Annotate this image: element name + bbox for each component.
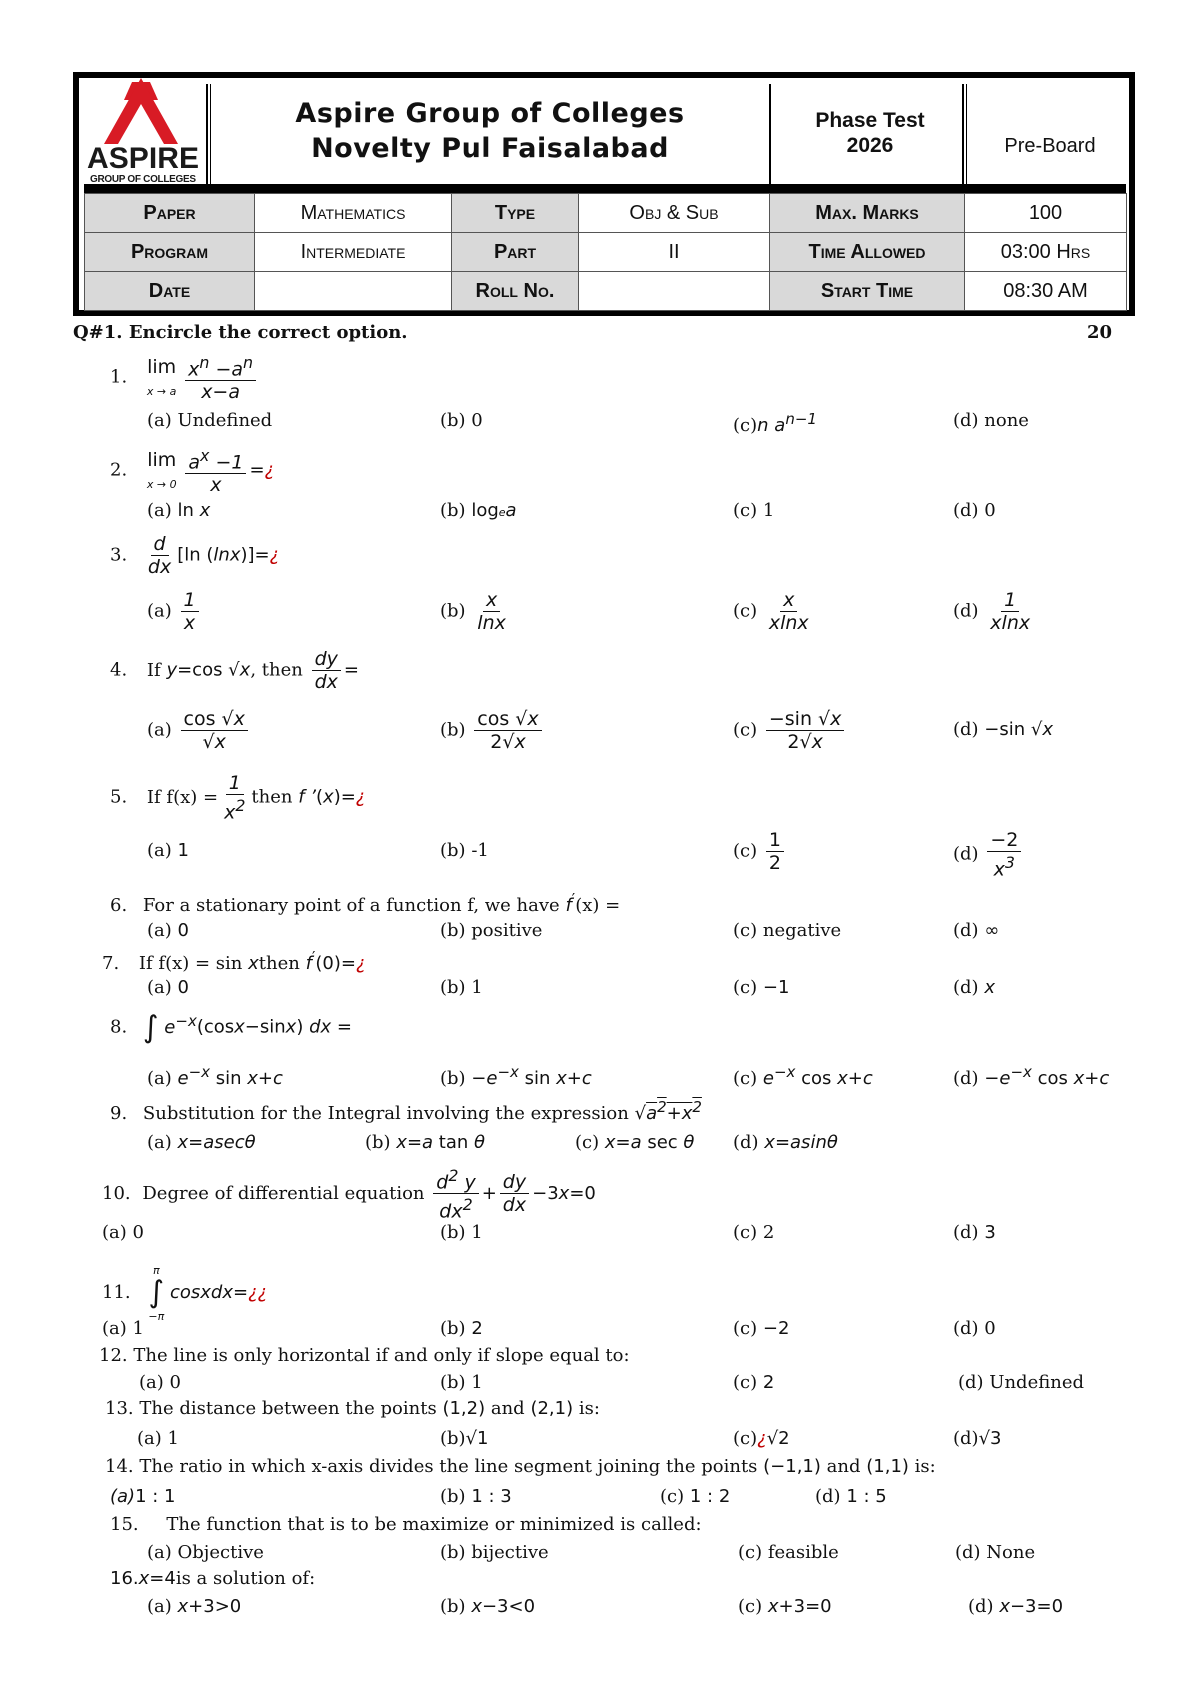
question-text: If f(x) = sin [138, 953, 243, 974]
q4-option-d[interactable]: (d) −sin √x [953, 719, 1054, 740]
q13-option-c[interactable]: (c)¿√2 [733, 1428, 790, 1449]
option-label: (c) [733, 415, 758, 436]
question-text: If f(x) = [146, 786, 219, 808]
option-label: (c) [660, 1486, 685, 1507]
question-text: The function that is to be maximize or minimized is called: [166, 1514, 702, 1535]
question-10: 10. Degree of differential equation $\frac{d^2 y}{dx^2}$ + $\frac{dy}{dx}$ −3x=0 [102, 1166, 596, 1223]
part-label: Part [452, 233, 579, 272]
max-marks-value: 100 [965, 194, 1127, 233]
q8-option-a[interactable]: (a) $e^{-x}$ sin x+c [147, 1063, 283, 1089]
option-label: (b) [440, 1486, 466, 1507]
question-number: 16. [110, 1568, 139, 1589]
q14-option-b[interactable] [440, 1486, 512, 1507]
roll-no-field[interactable] [579, 272, 770, 311]
option-label: (b) [440, 500, 466, 521]
q7-option-a[interactable] [147, 977, 189, 998]
program-label: Program [85, 233, 255, 272]
option-label: (a) [147, 500, 172, 521]
logo-subtext: GROUP OF COLLEGES [90, 174, 196, 184]
q16-option-c[interactable]: (c) x+3=0 [738, 1596, 832, 1617]
q8-option-b[interactable]: $(b) -e^{-x}$ sin x+c [440, 1063, 592, 1089]
question-text: is a solution of: [175, 1568, 316, 1589]
option-label: (d) [953, 977, 979, 998]
question-text: is: [914, 1456, 936, 1477]
table-row [85, 272, 1127, 311]
q15-option-b[interactable]: (b) bijective [440, 1542, 549, 1563]
question-text: The distance between the points [139, 1398, 437, 1419]
campus-name: Novelty Pul Faisalabad [311, 133, 669, 164]
test-name [775, 108, 965, 158]
date-field[interactable] [255, 272, 452, 311]
question-text: Degree of differential equation [142, 1182, 425, 1204]
paper-label: Paper [85, 194, 255, 233]
q14-option-a[interactable] [110, 1486, 176, 1507]
q9-option-b[interactable]: (b) x=a tan θ [365, 1132, 486, 1153]
option-value: -1 [471, 840, 489, 861]
table-row [85, 233, 1127, 272]
q13-option-b[interactable]: (b)√1 [440, 1428, 489, 1449]
question-text: and [826, 1456, 861, 1477]
option-label: (a) [147, 1596, 172, 1617]
question-13 [105, 1398, 600, 1419]
question-number: 3. [110, 544, 128, 566]
question-text: then [258, 953, 300, 974]
test-year: 2026 [846, 134, 894, 157]
q15-option-a[interactable]: (a) Objective [147, 1542, 264, 1563]
option-value: 1 : 2 [689, 1486, 731, 1507]
question-number: 15. [110, 1514, 139, 1535]
paper-info-table [84, 193, 1127, 311]
option-label: (b) [440, 1428, 466, 1449]
question-number: 6. [110, 895, 128, 916]
option-label: (a) [110, 1486, 136, 1507]
question-16: 16.x=4is a solution of: [110, 1568, 316, 1589]
point: (1,1) [866, 1456, 909, 1477]
q1-option-b[interactable]: (b) 0 [440, 410, 483, 431]
point: (−1,1) [763, 1456, 821, 1477]
question-5: 5. If f(x) = $\frac{1}{x^2}$ then f ’(x)=¿ [110, 772, 366, 824]
program-value: Intermediate [255, 233, 452, 272]
fraction: $\frac{a^x -1}{x}$ [185, 445, 246, 496]
option-label: (d) [968, 1596, 994, 1617]
q3-option-d[interactable]: (d) $\frac{1}{xlnx}$ [953, 589, 1031, 634]
logo-text: ASPIRE [87, 142, 199, 175]
q4-option-a[interactable]: (a) $\frac{\cos √x}{√x}$ [147, 708, 251, 753]
q6-option-c[interactable]: (c) negative [733, 920, 842, 941]
q2-option-d[interactable]: (d) 0 [953, 500, 996, 521]
option-label: (c) [733, 1428, 758, 1449]
q14-option-c[interactable] [660, 1486, 730, 1507]
q1-option-a[interactable]: (a) Undefined [147, 410, 273, 431]
option-label: (b) [440, 840, 466, 861]
question-text: then [251, 786, 293, 808]
max-marks-label: Max. Marks [770, 194, 965, 233]
fraction: $\frac{d}{dx}$ [147, 533, 172, 578]
q7-option-d[interactable]: (d) x [953, 977, 995, 998]
question-number: 8. [110, 1016, 128, 1038]
option-label: (c) [733, 1372, 758, 1393]
q2-option-b[interactable]: (b) logea [440, 500, 517, 521]
question-number: 5. [110, 786, 128, 808]
option-label: (a) [147, 977, 172, 998]
start-time-value: 08:30 AM [965, 272, 1127, 311]
option-label: (d) [815, 1486, 841, 1507]
option-label: (c) [738, 1596, 763, 1617]
header-divider [210, 84, 211, 184]
question-number: 1. [110, 366, 128, 388]
question-number: 4. [110, 659, 128, 681]
type-label: Type [452, 194, 579, 233]
header-divider [966, 84, 967, 184]
option-value: 0 [177, 977, 189, 998]
q8-option-d[interactable]: $(d) -e^{-x}$ cos x+c [953, 1063, 1110, 1089]
point: (2,1) [530, 1398, 574, 1419]
option-label: (b) [440, 1318, 466, 1339]
option-label: (c) [733, 1318, 758, 1339]
header-divider [769, 84, 771, 184]
q10-option-a[interactable]: (a) 0 [102, 1222, 144, 1243]
q10-option-b[interactable]: (b) 1 [440, 1222, 483, 1243]
question-number: 12. [99, 1345, 128, 1366]
q1-option-d[interactable]: (d) none [953, 410, 1029, 431]
q16-option-d[interactable]: (d) x−3=0 [968, 1596, 1064, 1617]
q16-option-b[interactable]: (b) x−3<0 [440, 1596, 536, 1617]
option-value: 0 [177, 920, 189, 941]
question-3: 3. $\frac{d}{dx}$ [ln (lnx)]=¿ [110, 533, 280, 578]
section-heading: Q#1. Encircle the correct option. [73, 322, 408, 343]
time-allowed-label: Time Allowed [770, 233, 965, 272]
q9-option-c[interactable]: (c) x=a sec θ [575, 1132, 695, 1153]
q5-option-c[interactable]: (c) $\frac{1}{2}$ [733, 829, 787, 874]
question-number: 7. [102, 953, 120, 974]
question-15 [110, 1514, 702, 1535]
option-value: 2 [762, 1372, 775, 1393]
q3-option-a[interactable]: (a) $\frac{1}{x}$ [147, 589, 202, 634]
option-value: 1 [177, 840, 189, 861]
option-value: 2 [471, 1318, 483, 1339]
q8-option-c[interactable]: (c) $e^{-x}$ cos x+c [733, 1063, 873, 1089]
question-4: 4. If y=cos √x, then $\frac{dy}{dx}$ = [110, 648, 359, 693]
option-label: (d) [953, 1428, 979, 1449]
q5-option-d[interactable]: (d) $\frac{-2}{x^3}$ [953, 829, 1024, 880]
question-7: 7. If f(x) = sin xthen f′(0)=¿ [102, 948, 366, 974]
question-1 [110, 352, 259, 403]
q13-option-d[interactable]: (d)√3 [953, 1428, 1002, 1449]
q9-option-a[interactable]: (a) x=asecθ [147, 1132, 256, 1153]
college-name: Aspire Group of Colleges [295, 98, 685, 129]
question-6: 6. For a stationary point of a function f, we have f′(x) = [110, 890, 621, 916]
option-label: (a) [147, 840, 172, 861]
q11-option-d[interactable]: (d) 0 [953, 1318, 996, 1339]
q7-option-c[interactable] [733, 977, 789, 998]
q5-option-a[interactable] [147, 840, 189, 861]
question-number: 14. [105, 1456, 134, 1477]
table-row [85, 194, 1127, 233]
question-text: The ratio in which x-axis divides the line segment joining the points [139, 1456, 758, 1477]
question-11: 11. π ∫ −π cosxdx=¿¿ [102, 1264, 268, 1323]
q15-option-d[interactable]: (d) None [955, 1542, 1036, 1563]
question-number: 9. [110, 1103, 128, 1124]
option-value: −1 [762, 977, 790, 998]
option-label: (d) [953, 920, 979, 941]
option-value: 1 : 3 [471, 1486, 512, 1507]
question-text: is: [578, 1398, 600, 1419]
point: (1,2) [442, 1398, 486, 1419]
option-label: (a) [147, 920, 172, 941]
q3-option-c[interactable]: (c) $\frac{x}{xlnx}$ [733, 589, 809, 634]
option-value: 3 [984, 1222, 996, 1243]
q12-option-d[interactable]: (d) Undefined [958, 1372, 1084, 1393]
question-text: Substitution for the Integral involving the expression [142, 1103, 629, 1124]
start-time-label: Start Time [770, 272, 965, 311]
option-value: 1 : 1 [135, 1486, 176, 1507]
q4-option-b[interactable]: (b) $\frac{\cos √x}{2√x}$ [440, 708, 545, 753]
question-number: 13. [105, 1398, 134, 1419]
question-number: 10. [102, 1182, 131, 1204]
aspire-logo [80, 78, 206, 184]
question-2: 2. lim x → 0 $\frac{a^x -1}{x}$ =¿ [110, 446, 275, 497]
q2-option-c[interactable]: (c) 1 [733, 500, 775, 521]
q1-option-c[interactable]: (c)n $a^{n-1}$ [733, 410, 817, 436]
paper-value: Mathematics [255, 194, 452, 233]
question-text: The line is only horizontal if and only if slope equal to: [133, 1345, 630, 1366]
option-label: (c) [733, 840, 758, 862]
q2-option-a[interactable]: (a) ln x [147, 500, 211, 521]
question-8: 8. ∫ $e^{-x}(\cos x-\sin x)$ dx = [110, 1010, 352, 1045]
q5-option-b[interactable] [440, 840, 489, 861]
time-allowed-value: 03:00 Hrs [965, 233, 1127, 272]
q10-option-d[interactable] [953, 1222, 996, 1243]
section-marks: 20 [1086, 322, 1112, 343]
q7-option-b[interactable]: (b) 1 [440, 977, 483, 998]
q12-option-b[interactable]: (b) 1 [440, 1372, 483, 1393]
q4-option-c[interactable]: (c) $\frac{-\sin √x}{2√x}$ [733, 708, 847, 753]
q11-option-b[interactable] [440, 1318, 483, 1339]
question-text: and [490, 1398, 525, 1419]
question-number: 11. [102, 1282, 131, 1303]
q11-option-a[interactable]: (a) 1 [102, 1318, 144, 1339]
q12-option-a[interactable]: (a) 0 [139, 1372, 181, 1393]
option-label: (c) [733, 977, 758, 998]
option-label: (b) [440, 1596, 466, 1617]
header-separator [84, 184, 1126, 193]
header-divider [206, 84, 208, 184]
question-text: If [146, 659, 161, 681]
q3-option-b[interactable]: (b) $\frac{x}{\ln x}$ [440, 589, 506, 634]
question-text: For a stationary point of a function f, we have [142, 895, 560, 916]
option-label: (d) [953, 843, 979, 865]
test-title: Phase Test [815, 109, 925, 132]
option-value: 1 : 5 [846, 1486, 887, 1507]
q6-option-d[interactable] [953, 920, 999, 941]
date-label: Date [85, 272, 255, 311]
q6-option-b[interactable]: (b) positive [440, 920, 543, 941]
q9-option-d[interactable]: (d) x=asinθ [733, 1132, 838, 1153]
q16-option-a[interactable]: (a) x+3>0 [147, 1596, 242, 1617]
option-label: (d) [953, 1222, 979, 1243]
question-14 [105, 1456, 936, 1477]
question-number: 2. [110, 459, 128, 481]
option-value: −2 [762, 1318, 790, 1339]
q12-option-c[interactable] [733, 1372, 774, 1393]
q6-option-a[interactable] [147, 920, 189, 941]
lim-operator: lim x → a [146, 355, 177, 398]
q11-option-c[interactable] [733, 1318, 789, 1339]
q13-option-a[interactable]: (a) 1 [137, 1428, 179, 1449]
part-value: II [579, 233, 770, 272]
option-value: ∞ [984, 920, 1000, 941]
fraction: $\frac{x^n -a^n}{x-a}$ [185, 352, 256, 403]
roll-no-label: Roll No. [452, 272, 579, 311]
q15-option-c[interactable]: (c) feasible [738, 1542, 839, 1563]
type-value: Obj & Sub [579, 194, 770, 233]
q10-option-c[interactable]: (c) 2 [733, 1222, 775, 1243]
exam-type: Pre-Board [1004, 135, 1096, 157]
question-12 [99, 1345, 630, 1366]
q14-option-d[interactable] [815, 1486, 887, 1507]
question-text: , then [250, 659, 303, 681]
question-9: 9. Substitution for the Integral involving the expression $√a^2+x^2$ [110, 1098, 702, 1124]
